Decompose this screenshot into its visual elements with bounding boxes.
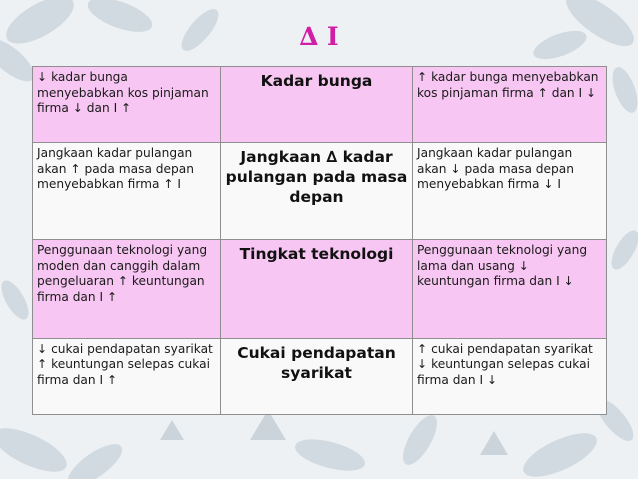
table-row — [33, 143, 607, 240]
right-cell: ↑ cukai pendapatan syarikat ↓ keuntungan selepas cukai firma dan I ↓ — [413, 338, 607, 414]
right-cell: Penggunaan teknologi yang lama dan usang ↓ keuntungan firma dan I ↓ — [413, 240, 607, 338]
table-row — [33, 240, 607, 338]
right-cell: Jangkaan kadar pulangan akan ↓ pada masa depan menyebabkan firma ↓ I — [413, 143, 607, 240]
left-cell: Jangkaan kadar pulangan akan ↑ pada masa depan menyebabkan firma ↑ I — [33, 143, 221, 240]
left-cell: ↓ kadar bunga menyebabkan kos pinjaman firma ↓ dan I ↑ — [33, 67, 221, 143]
left-cell: Penggunaan teknologi yang moden dan canggih dalam pengeluaran ↑ keuntungan firma dan I ↑ — [33, 240, 221, 338]
right-cell: ↑ kadar bunga menyebabkan kos pinjaman firma ↑ dan I ↓ — [413, 67, 607, 143]
factor-cell: Tingkat teknologi — [221, 240, 413, 338]
factor-cell: Jangkaan ∆ kadar pulangan pada masa depan — [221, 143, 413, 240]
slide-title: ∆ I — [299, 22, 339, 51]
left-cell: ↓ cukai pendapatan syarikat ↑ keuntungan selepas cukai firma dan I ↑ — [33, 338, 221, 414]
factor-cell: Cukai pendapatan syarikat — [221, 338, 413, 414]
factor-table — [32, 66, 607, 415]
factor-cell: Kadar bunga — [221, 67, 413, 143]
table-row — [33, 67, 607, 143]
table-row — [33, 338, 607, 414]
